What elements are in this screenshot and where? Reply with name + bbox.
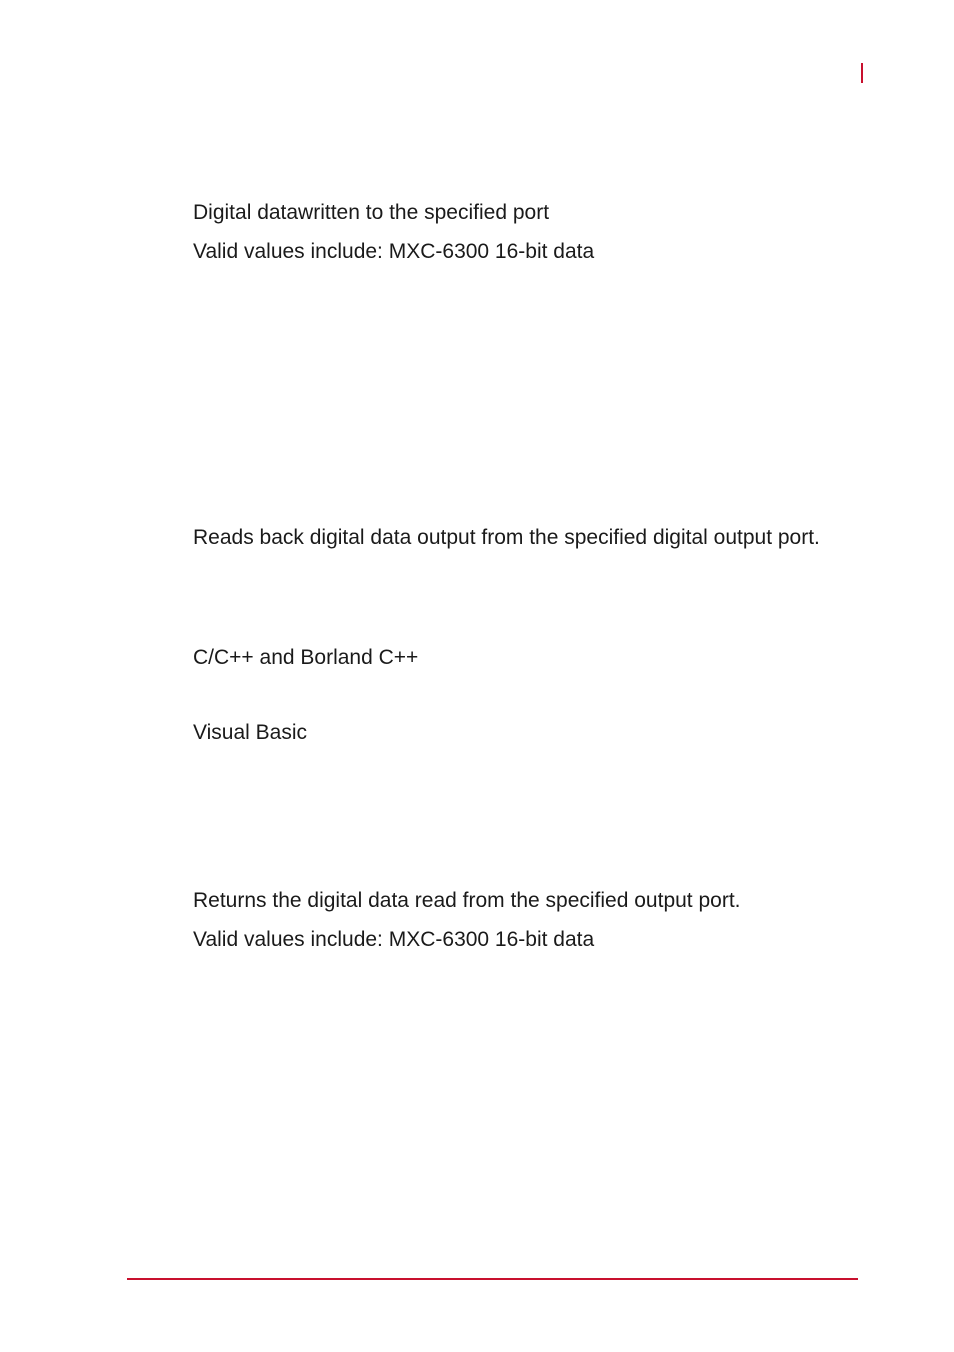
return-valid-values-text: Valid values include: MXC-6300 16-bit data — [193, 928, 595, 951]
function-description: Reads back digital data output from the specified digital output port. — [193, 526, 820, 549]
parameter-description: Digital datawritten to the specified port — [193, 201, 550, 224]
syntax-label-vb: Visual Basic — [193, 721, 308, 744]
footer-rule — [127, 1278, 858, 1280]
page-marker-line — [861, 63, 863, 83]
return-value-description: Returns the digital data read from the specified output port. — [193, 889, 741, 912]
valid-values-text: Valid values include: MXC-6300 16-bit data — [193, 240, 595, 263]
syntax-label-c: C/C++ and Borland C++ — [193, 646, 419, 669]
